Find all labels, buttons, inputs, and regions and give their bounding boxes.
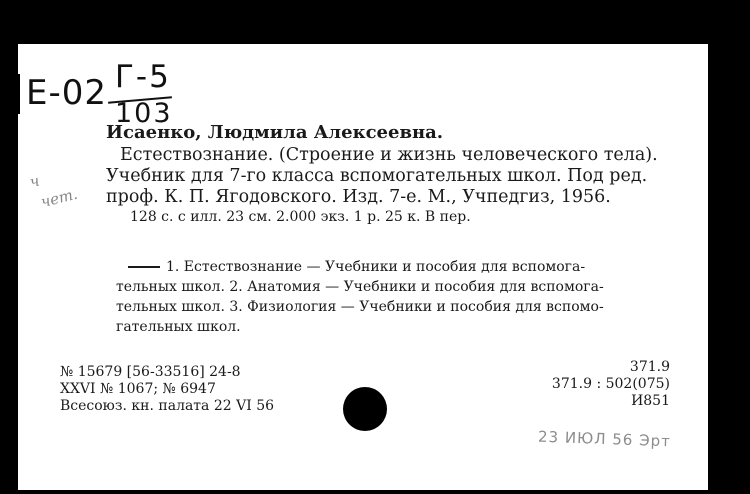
description-line-3: проф. К. П. Ягодовского. Изд. 7-е. М., Учпедгиз, 1956. xyxy=(106,187,611,207)
marginal-note-line2: чет. xyxy=(38,184,80,212)
description-line-2: Учебник для 7-го класса вспомогательных школ. Под ред. xyxy=(106,166,648,186)
call-number-left: Е-02 xyxy=(26,73,108,113)
classification-info xyxy=(552,359,670,410)
author-heading: Исаенко, Людмила Алексеевна. xyxy=(106,122,444,143)
registration-line-2: XXVI № 1067; № 6947 xyxy=(60,381,216,397)
date-stamp: 23 ИЮЛ 56 Эрт xyxy=(537,427,672,451)
marginal-note xyxy=(28,163,80,212)
call-number-top: Г-5 xyxy=(115,59,171,95)
call-number-bottom: 103 xyxy=(115,98,173,129)
subject-line-2: тельных школ. 2. Анатомия — Учебники и пособия для вспомога- xyxy=(116,279,604,295)
punch-hole xyxy=(343,387,387,431)
subject-line-1-text: 1. Естествознание — Учебники и пособия для вспомога- xyxy=(166,259,586,275)
classification-line-3: И851 xyxy=(631,393,670,409)
subject-line-1 xyxy=(116,257,604,277)
subject-headings xyxy=(116,257,604,337)
bibliographic-description xyxy=(106,145,658,226)
marginal-note-line1: ч xyxy=(27,171,42,192)
subject-line-4: гательных школ. xyxy=(116,319,241,335)
registration-line-1: № 15679 [56-33516] 24-8 xyxy=(60,364,241,380)
classification-line-3-row xyxy=(552,393,670,410)
description-line-1: Естествознание. (Строение и жизнь человеческого тела). xyxy=(120,145,658,165)
classification-line-1: 371.9 xyxy=(629,359,670,375)
registration-line-3: Всесоюз. кн. палата 22 VI 56 xyxy=(60,398,275,414)
classification-line-2: 371.9 : 502(075) xyxy=(551,376,670,392)
catalog-card xyxy=(18,44,708,490)
subject-line-3: тельных школ. 3. Физиология — Учебники и пособия для вспомо- xyxy=(116,299,604,315)
repeat-heading-dash xyxy=(128,266,160,268)
registration-info xyxy=(60,364,274,415)
description-line-4: 128 с. с илл. 23 см. 2.000 экз. 1 р. 25 к. В пер. xyxy=(130,209,471,225)
